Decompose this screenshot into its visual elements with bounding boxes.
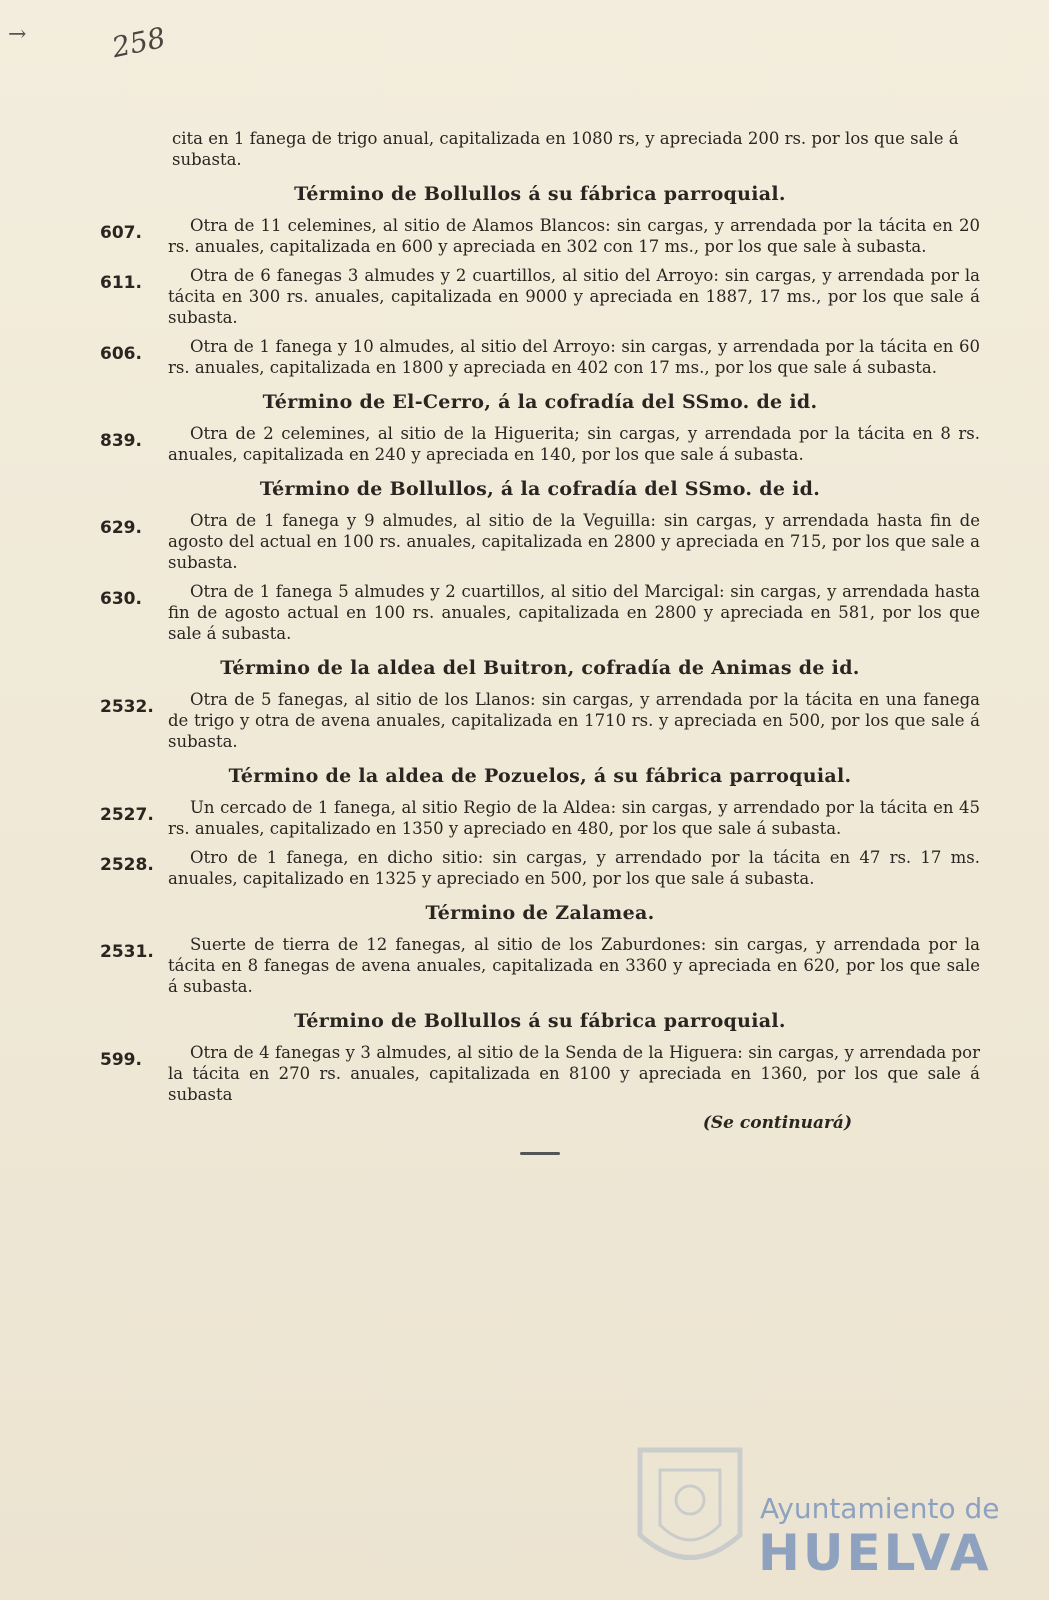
section-title: Término de Bollullos á su fábrica parroquial. <box>294 1010 786 1032</box>
entry <box>100 510 980 573</box>
entry-number: 606. <box>100 344 142 364</box>
entry-text: Un cercado de 1 fanega, al sitio Regio de la Aldea: sin cargas, y arrendado por la tácita en 45 rs. anuales, capitalizado en 1350 y apreciado en 480, por los que sale á subasta. <box>168 798 980 838</box>
entry <box>100 689 980 752</box>
entry <box>100 265 980 328</box>
entry <box>100 847 980 889</box>
section-title: Término de la aldea de Pozuelos, á su fábrica parroquial. <box>228 765 852 787</box>
entry-number: 2532. <box>100 697 154 717</box>
entry <box>100 797 980 839</box>
intro-paragraph: cita en 1 fanega de trigo anual, capitalizada en 1080 rs, y apreciada 200 rs. por los que sale á subasta. <box>172 129 959 169</box>
entry-number: 611. <box>100 273 142 293</box>
entry <box>100 1042 980 1105</box>
entry-number: 630. <box>100 589 142 609</box>
entry <box>100 934 980 997</box>
section-title: Término de El-Cerro, á la cofradía del SSmo. de id. <box>262 391 818 413</box>
entry-number: 2531. <box>100 942 154 962</box>
entry-text: Otra de 11 celemines, al sitio de Alamos Blancos: sin cargas, y arrendada por la tácita en 20 rs. anuales, capitalizada en 600 y apreciada en 302 con 17 ms., por los que sale à subasta. <box>168 216 980 256</box>
section-title: Término de Bollullos, á la cofradía del SSmo. de id. <box>259 478 821 500</box>
entry-text: Otra de 1 fanega y 10 almudes, al sitio del Arroyo: sin cargas, y arrendada por la tácita en 60 rs. anuales, capitalizada en 1800 y apreciada en 402 con 17 ms., por los que sale á subasta. <box>168 337 980 377</box>
entry <box>100 423 980 465</box>
entry-text: Otra de 2 celemines, al sitio de la Higuerita; sin cargas, y arrendada por la tácita en 8 rs. anuales, capitalizada en 240 y apreciada en 140, por los que sale á subasta. <box>168 424 980 464</box>
watermark-line2: HUELVA <box>758 1524 992 1582</box>
continuation-note: (Se continuará) <box>702 1113 852 1133</box>
entry-text: Otra de 4 fanegas y 3 almudes, al sitio de la Senda de la Higuera: sin cargas, y arrendada por la tácita en 270 rs. anuales, capitalizada en 8100 y apreciada en 1360, por los que sale á subasta <box>168 1043 980 1104</box>
entry <box>100 215 980 257</box>
page-number: 258 <box>109 20 169 65</box>
entry-number: 599. <box>100 1050 142 1070</box>
document-content <box>100 128 980 1155</box>
entry-text: Suerte de tierra de 12 fanegas, al sitio de los Zaburdones: sin cargas, y arrendada por la tácita en 8 fanegas de avena anuales, capitalizada en 3360 y apreciada en 620, por los que sale á subasta. <box>168 935 980 996</box>
end-rule <box>520 1152 560 1155</box>
entry <box>100 336 980 378</box>
entry-number: 607. <box>100 223 142 243</box>
entry-text: Otra de 6 fanegas 3 almudes y 2 cuartillos, al sitio del Arroyo: sin cargas, y arrendada por la tácita en 300 rs. anuales, capitalizada en 9000 y apreciada en 1887, 17 ms., por los que sale á subasta. <box>168 266 980 327</box>
entry <box>100 581 980 644</box>
entry-number: 2528. <box>100 855 154 875</box>
entry-text: Otra de 1 fanega 5 almudes y 2 cuartillos, al sitio del Marcigal: sin cargas, y arrendada hasta fin de agosto actual en 100 rs. anuales, capitalizada en 2800 y apreciada en 581, por los que sale á subasta. <box>168 582 980 643</box>
corner-mark: → <box>8 22 27 47</box>
entry-text: Otro de 1 fanega, en dicho sitio: sin cargas, y arrendado por la tácita en 47 rs. 17 ms. anuales, capitalizado en 1325 y apreciado en 500, por los que sale á subasta. <box>168 848 980 888</box>
section-title: Término de Bollullos á su fábrica parroquial. <box>294 183 786 205</box>
entry-number: 629. <box>100 518 142 538</box>
entry-number: 839. <box>100 431 142 451</box>
entry-text: Otra de 1 fanega y 9 almudes, al sitio de la Veguilla: sin cargas, y arrendada hasta fin de agosto del actual en 100 rs. anuales, capitalizada en 2800 y apreciada en 715, por los que sale a subasta. <box>168 511 980 572</box>
entry-number: 2527. <box>100 805 154 825</box>
entry-text: Otra de 5 fanegas, al sitio de los Llanos: sin cargas, y arrendada por la tácita en una fanega de trigo y otra de avena anuales, capitalizada en 1710 rs. y apreciada en 500, por los que sale á subasta. <box>168 690 980 751</box>
watermark-line1: Ayuntamiento de <box>760 1492 1000 1525</box>
section-title: Término de la aldea del Buitron, cofradía de Animas de id. <box>220 657 860 679</box>
section-title: Término de Zalamea. <box>425 902 655 924</box>
